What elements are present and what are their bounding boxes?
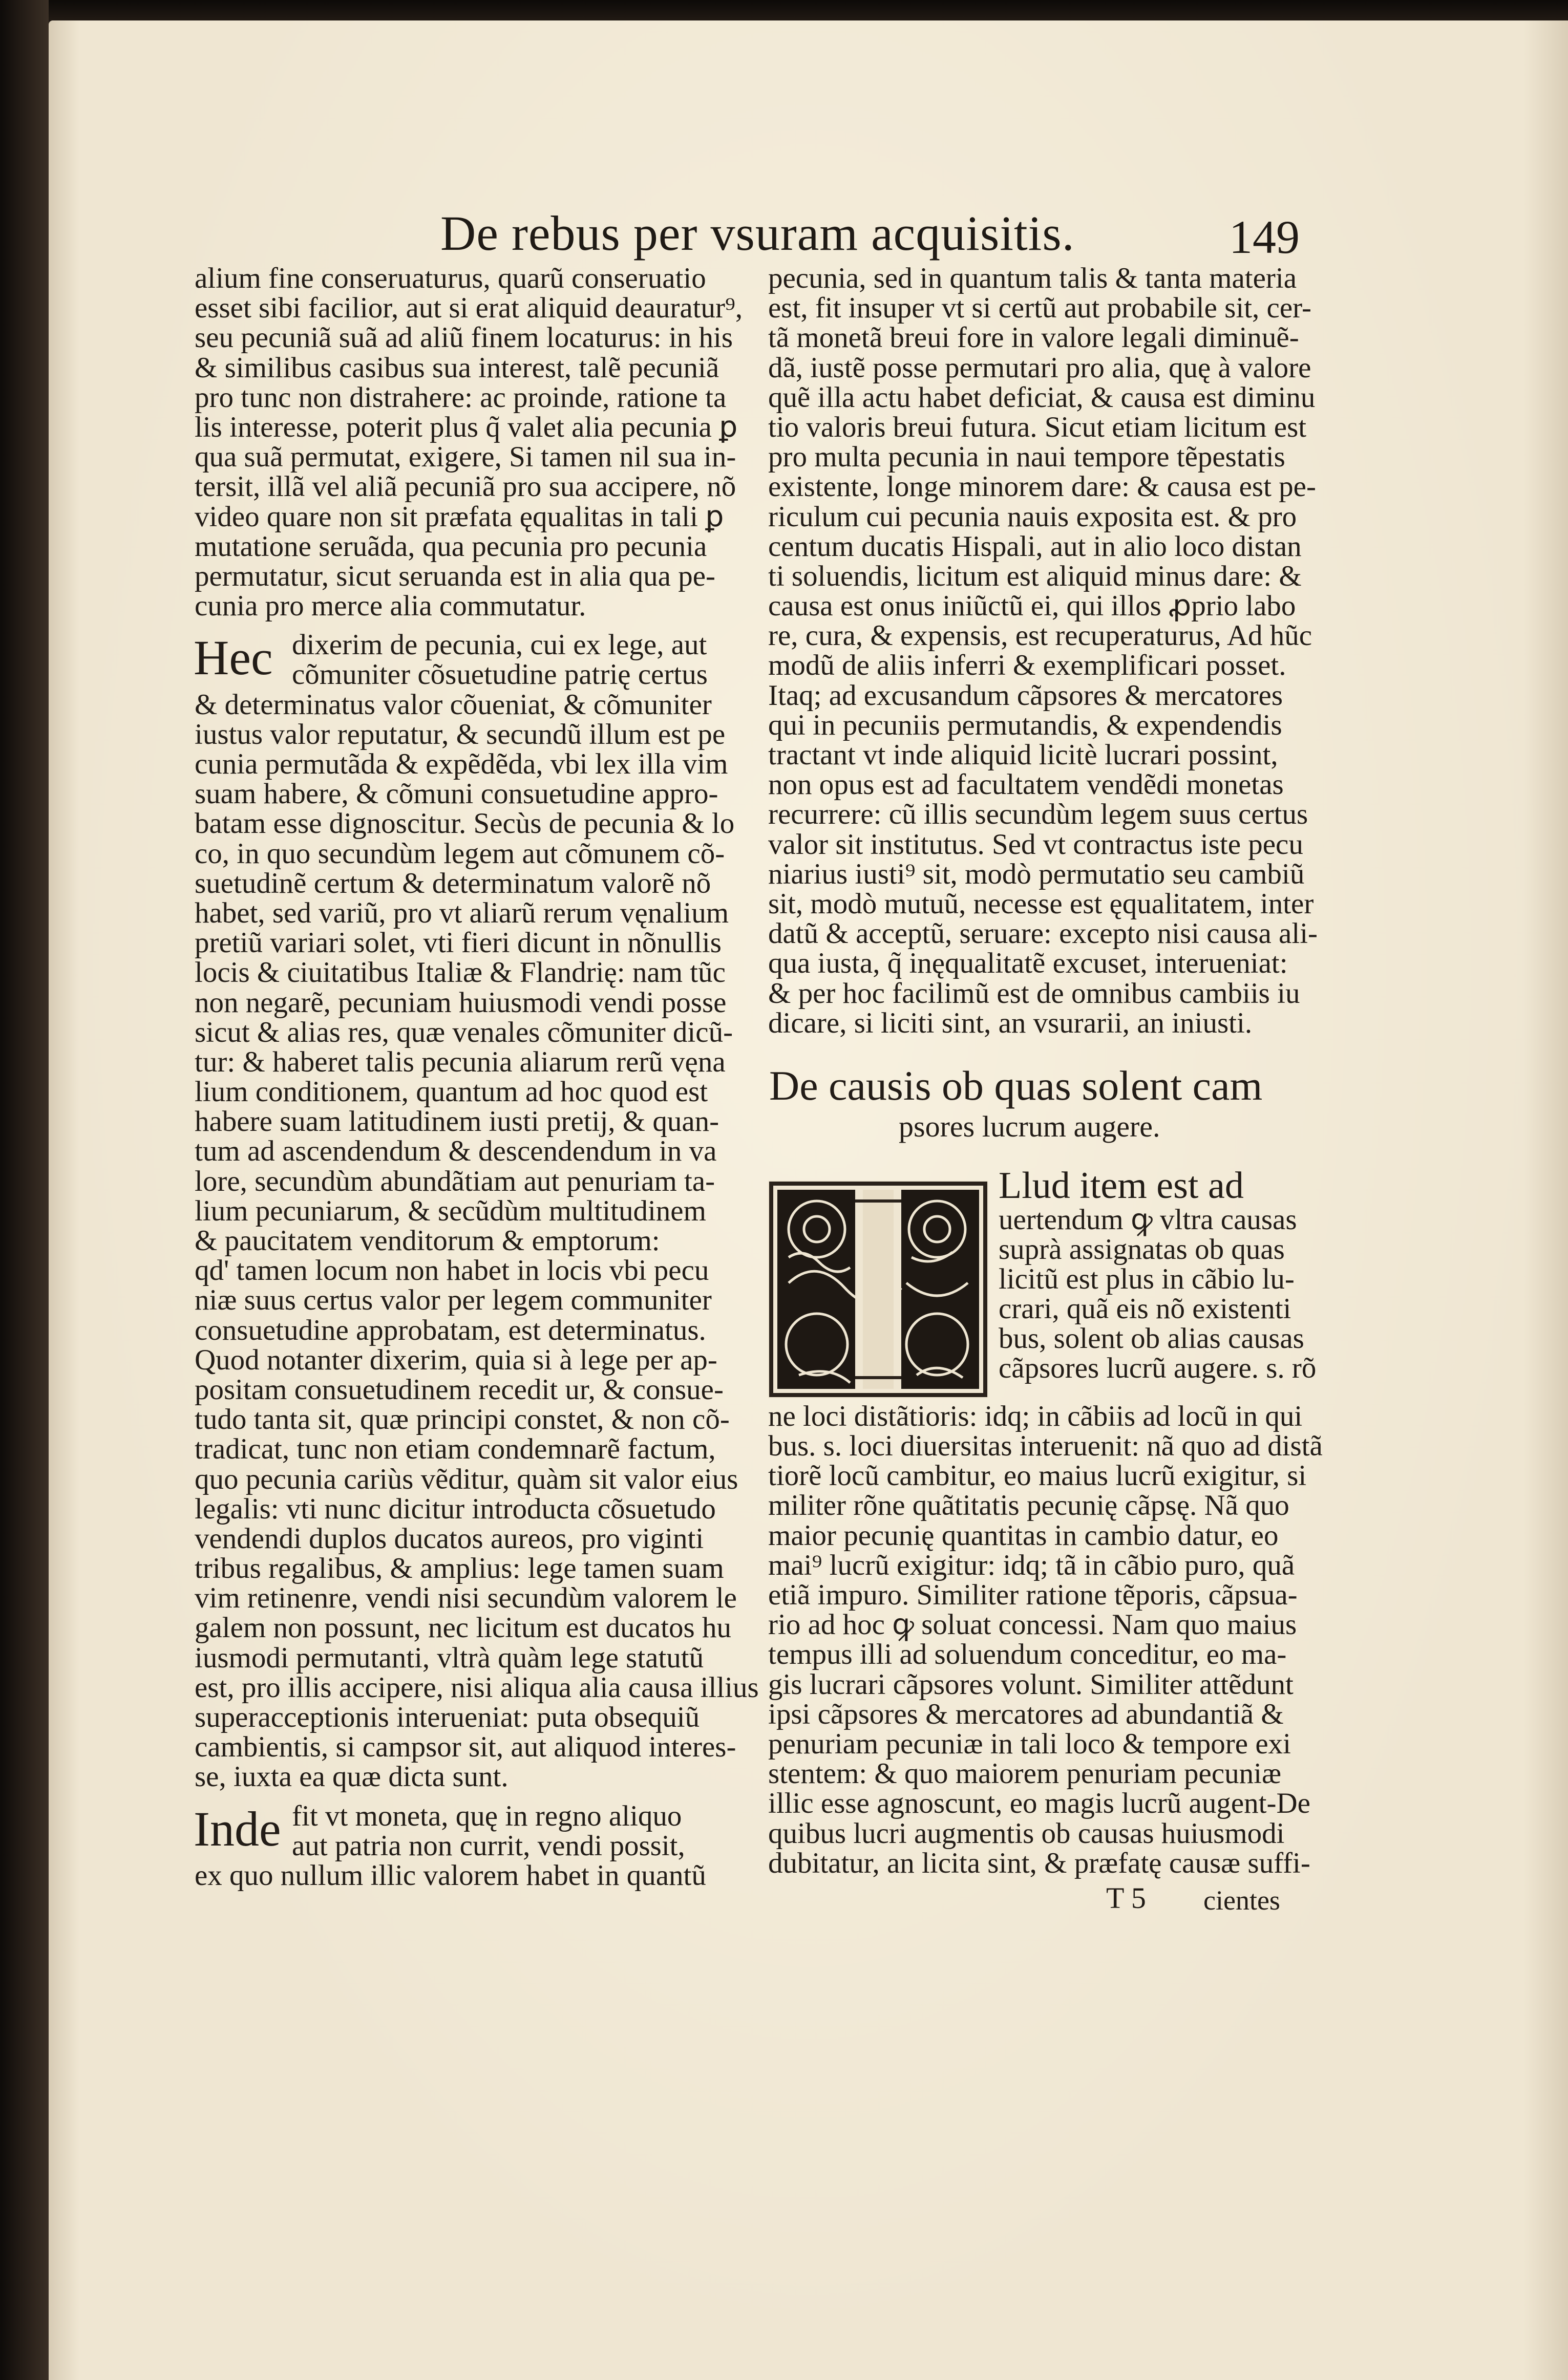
text-line: ne loci distãtioris: idq; in cãbiis ad locũ in qui (768, 1400, 1303, 1432)
text-line: crari, quã eis nõ existenti (999, 1292, 1291, 1325)
left-column (194, 262, 759, 1892)
text-line: tum ad ascendendum & descendendum in va (195, 1135, 717, 1168)
text-line: tribus regalibus, & amplius: lege tamen suam (195, 1552, 724, 1585)
text-line: datũ & acceptũ, seruare: excepto nisi causa ali- (768, 917, 1318, 950)
text-line: habere suam latitudinem iusti pretij, & quan- (195, 1105, 719, 1138)
text-line: cõmuniter cõsuetudine patrię certus (292, 658, 708, 691)
text-line: tur: & haberet talis pecunia aliarum rerũ vęna (195, 1045, 726, 1078)
text-line: dixerim de pecunia, cui ex lege, aut (292, 629, 707, 661)
text-line: tractant vt inde aliquid licitè lucrari possint, (768, 739, 1278, 771)
section-heading-continuation: psores lucrum augere. (899, 1109, 1160, 1143)
text-line: dicare, si liciti sint, an vsurarii, an iniusti. (768, 1006, 1253, 1039)
text-line: modũ de aliis inferri & exemplificari posset. (768, 649, 1286, 682)
text-line: illic esse agnoscunt, eo magis lucrũ augent-De (768, 1787, 1310, 1820)
text-line: pecunia, sed in quantum talis & tanta materia (768, 262, 1297, 294)
text-line: locis & ciuitatibus Italiæ & Flandrię: nam tũc (195, 956, 726, 989)
text-line: suprà assignatas ob quas (999, 1233, 1285, 1266)
text-line: est, pro illis accipere, nisi aliqua alia causa illius (195, 1671, 759, 1704)
text-line: dã, iustẽ posse permutari pro alia, quę à valore (768, 351, 1311, 384)
text-line: militer rõne quãtitatis pecunię cãpsę. Nã quo (768, 1489, 1289, 1522)
text-line: ti soluendis, licitum est aliquid minus dare: & (768, 560, 1302, 592)
text-line: iustus valor reputatur, & secundũ illum est pe (195, 718, 726, 751)
text-line: galem non possunt, nec licitum est ducatos hu (195, 1612, 731, 1644)
text-line: suam habere, & cõmuni consuetudine appro- (195, 778, 718, 810)
text-line: quo pecunia cariùs vẽditur, quàm sit valor eius (195, 1463, 738, 1495)
text-line: superacceptionis interueniat: puta obsequiũ (195, 1701, 700, 1733)
text-line: & paucitatem venditorum & emptorum: (195, 1225, 660, 1257)
paragraph-initial-word: Hec (194, 630, 273, 685)
text-line: niæ suus certus valor per legem communiter (195, 1284, 712, 1317)
text-line: tempus illi ad soluendum conceditur, eo ma- (768, 1638, 1287, 1671)
text-line: alium fine conseruaturus, quarũ conseruatio (195, 262, 706, 294)
text-line: & determinatus valor cõueniat, & cõmuniter (195, 688, 712, 721)
text-line: tio valoris breui futura. Sicut etiam licitum est (768, 411, 1307, 443)
text-line: non negarẽ, pecuniam huiusmodi vendi posse (195, 986, 727, 1019)
text-line: esset sibi facilior, aut si erat aliquid deauratur⁹, (195, 292, 743, 325)
text-line: qua suã permutat, exigere, Si tamen nil sua in- (195, 441, 736, 474)
left-text-block-c (195, 1861, 727, 1891)
text-line: ex quo nullum illic valorem habet in quantũ (195, 1859, 706, 1892)
woodcut-initial-i-image (768, 1181, 988, 1398)
text-line: seu pecuniã suã ad aliũ finem locaturus: in his (195, 321, 733, 354)
text-line: maior pecunię quantitas in cambio datur, eo (768, 1519, 1279, 1552)
text-line: non opus est ad facultatem vendẽdi monetas (768, 768, 1284, 801)
right-column (768, 262, 1323, 1916)
text-line: pro tunc non distrahere: ac proinde, ratione ta (195, 381, 727, 414)
text-line: tudo tanta sit, quæ principi constet, & non cõ- (195, 1403, 730, 1436)
running-title: De rebus per vsuram acquisitis. (440, 206, 1075, 261)
text-line: mai⁹ lucrũ exigitur: idq; tã in cãbio puro, quã (768, 1549, 1295, 1581)
right-text-block-b (768, 1400, 1323, 1879)
text-line: pretiũ variari solet, vti fieri dicunt in nõnullis (195, 927, 722, 959)
signature-mark: T 5 (1106, 1881, 1146, 1915)
text-line: fit vt moneta, quę in regno aliquo (292, 1799, 682, 1832)
text-line: causa est onus iniũctũ ei, qui illos ꝓprio labo (768, 590, 1296, 623)
text-line: rio ad hoc ꝙ soluat concessi. Nam quo maius (768, 1609, 1297, 1641)
initial-block-first-line: Llud item est ad (999, 1164, 1244, 1207)
text-line: aut patria non currit, vendi possit, (292, 1829, 685, 1862)
folio-number: 149 (1229, 211, 1300, 263)
text-line: suetudinẽ certum & determinatum valorẽ nõ (195, 867, 711, 899)
text-line: lore, secundùm abundãtiam aut penuriam ta- (195, 1165, 715, 1197)
text-line: Itaq; ad excusandum cãpsores & mercatores (768, 679, 1283, 712)
left-text-block-b (195, 688, 759, 1793)
text-line: centum ducatis Hispali, aut in alio loco distan (768, 530, 1302, 563)
text-line: tersit, illã vel aliã pecuniã pro sua accipere, nõ (195, 470, 736, 503)
left-text-block-a (195, 262, 743, 623)
text-line: dubitatur, an licita sint, & præfatę causæ suffi- (768, 1847, 1310, 1879)
text-line: qd' tamen locum non habet in locis vbi pecu (195, 1254, 709, 1287)
section-heading: De causis ob quas solent cam (769, 1062, 1263, 1109)
binding-edge (0, 0, 49, 2380)
text-line: legalis: vti nunc dicitur introducta cõsuetudo (195, 1492, 716, 1525)
text-line: iusmodi permutanti, vltrà quàm lege statutũ (195, 1641, 704, 1674)
text-line: qui in pecuniis permutandis, & expendendis (768, 709, 1282, 741)
text-line: & similibus casibus sua interest, talẽ pecuniã (195, 351, 719, 384)
text-line: etiã impuro. Similiter ratione tẽporis, cãpsua- (768, 1579, 1298, 1611)
text-line: quẽ illa actu habet deficiat, & causa est diminu (768, 381, 1316, 414)
text-line: tã monetã breui fore in valore legali diminuẽ- (768, 321, 1299, 354)
text-line: gis lucrari cãpsores volunt. Similiter attẽdunt (768, 1668, 1294, 1701)
text-line: licitũ est plus in cãbio lu- (999, 1262, 1295, 1295)
right-text-block-a (768, 262, 1318, 1039)
text-line: valor sit institutus. Sed vt contractus iste pecu (768, 828, 1303, 861)
text-line: sicut & alias res, quæ venales cõmuniter dicũ- (195, 1016, 733, 1048)
text-line: niarius iusti⁹ sit, modò permutatio seu cambiũ (768, 857, 1305, 890)
text-line: existente, longe minorem dare: & causa est pe- (768, 470, 1316, 503)
page-header (440, 195, 1311, 271)
paragraph-initial-word: Inde (194, 1801, 281, 1856)
text-line: lis interesse, poterit plus q̃ valet alia pecunia ꝑ (195, 411, 738, 443)
text-line: lium conditionem, quantum ad hoc quod est (195, 1076, 708, 1108)
text-line: riculum cui pecunia nauis exposita est. & pro (768, 500, 1297, 533)
text-line: co, in quo secundùm legem aut cõmunem cõ- (195, 837, 725, 870)
text-line: ipsi cãpsores & mercatores ad abundantiã & (768, 1698, 1284, 1730)
text-line: cunia permutãda & expẽdẽda, vbi lex illa vim (195, 748, 728, 780)
text-line: recurrere: cũ illis secundùm legem suus certus (768, 798, 1308, 831)
text-line: tradicat, tunc non etiam condemnarẽ factum, (195, 1433, 716, 1466)
text-line: quibus lucri augmentis ob causas huiusmodi (768, 1817, 1285, 1850)
text-line: qua iusta, q̃ inęqualitatẽ excuset, interueniat: (768, 947, 1288, 980)
text-line: video quare non sit præfata ęqualitas in tali ꝑ (195, 500, 724, 533)
text-line: mutatione seruãda, qua pecunia pro pecunia (195, 530, 707, 563)
text-line: re, cura, & expensis, est recuperaturus, Ad hũc (768, 619, 1312, 652)
text-line: bus, solent ob alias causas (999, 1322, 1304, 1355)
catchword: cientes (1203, 1884, 1280, 1916)
text-line: positam consuetudinem recedit ur, & consue- (195, 1373, 724, 1406)
text-line: cunia pro merce alia commutatur. (195, 590, 586, 623)
text-line: Quod notanter dixerim, quia si à lege per ap- (195, 1343, 717, 1376)
text-line: est, fit insuper vt si certũ aut probabile sit, cer- (768, 292, 1311, 325)
catchword-line (768, 1878, 1301, 1914)
text-line: se, iuxta ea quæ dicta sunt. (195, 1761, 508, 1793)
text-line: vim retinenre, vendi nisi secundùm valorem le (195, 1582, 737, 1615)
initial-block-text (999, 1164, 1317, 1384)
text-line: & per hoc facilimũ est de omnibus cambiis iu (768, 977, 1300, 1010)
text-line: tiorẽ locũ cambitur, eo maius lucrũ exigitur, si (768, 1460, 1307, 1492)
text-line: batam esse dignoscitur. Secùs de pecunia & lo (195, 807, 735, 840)
text-line: cambientis, si campsor sit, aut aliquod interes- (195, 1731, 736, 1764)
text-line: bus. s. loci diuersitas interuenit: nã quo ad distã (768, 1430, 1323, 1463)
text-line: habet, sed variũ, pro vt aliarũ rerum vęnalium (195, 896, 729, 929)
text-line: cãpsores lucrũ augere. s. rõ (999, 1352, 1317, 1384)
text-line: pro multa pecunia in naui tempore tẽpestatis (768, 441, 1285, 474)
text-line: penuriam pecuniæ in tali loco & tempore exi (768, 1727, 1291, 1760)
text-line: lium pecuniarum, & secũdùm multitudinem (195, 1194, 706, 1227)
initial-block (768, 1164, 1317, 1402)
text-line: stentem: & quo maiorem penuriam pecuniæ (768, 1757, 1282, 1790)
text-line: uertendum ꝙ vltra causas (999, 1203, 1297, 1236)
text-line: sit, modò mutuũ, necesse est ęqualitatem, inter (768, 887, 1314, 920)
text-line: permutatur, sicut seruanda est in alia qua pe- (195, 560, 716, 592)
text-line: consuetudine approbatam, est determinatus. (195, 1314, 706, 1346)
text-line: vendendi duplos ducatos aureos, pro viginti (195, 1522, 704, 1555)
